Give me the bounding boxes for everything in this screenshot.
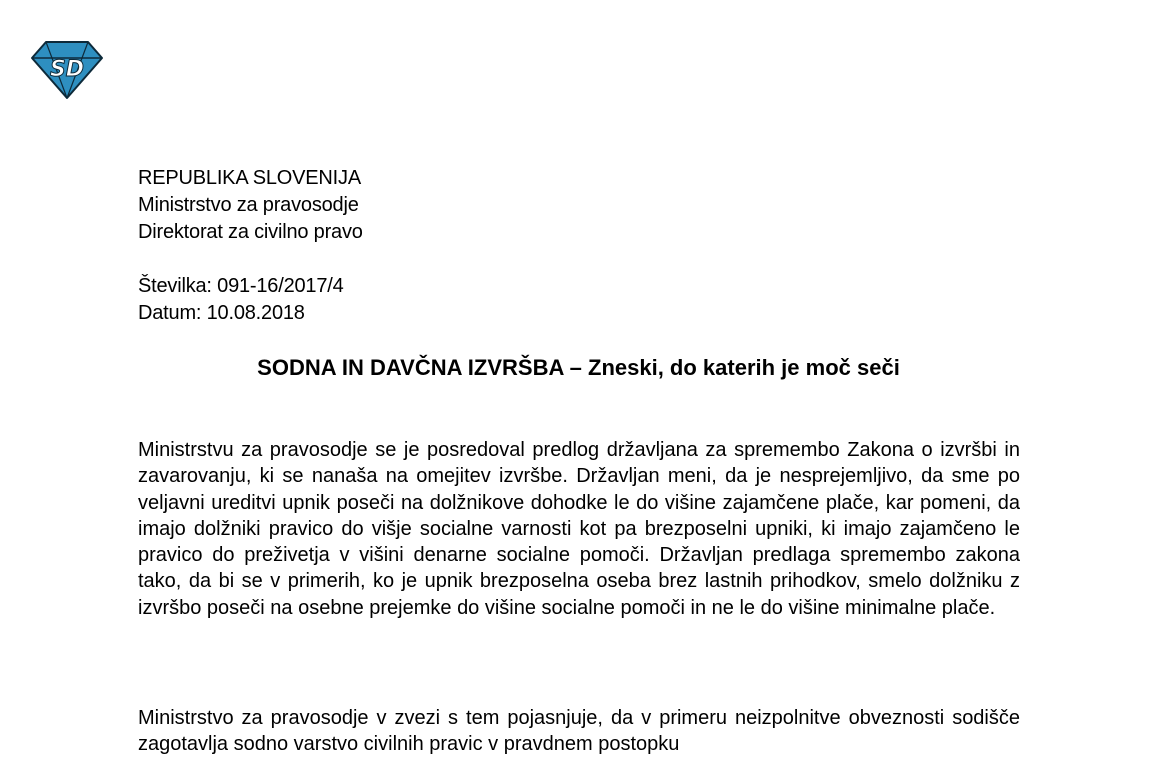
ministry-line: Ministrstvo za pravosodje (138, 194, 359, 216)
document-number: Številka: 091-16/2017/4 (138, 275, 344, 297)
sd-logo-icon (30, 40, 104, 100)
body-paragraph-2: Ministrstvo za pravosodje v zvezi s tem pojasnjuje, da v primeru neizpolnitve obveznosti sodišče zagotavlja sodno varstvo civilnih pravic v pravdnem postopku (138, 707, 1020, 756)
body-paragraph-1: Ministrstvu za pravosodje se je posredoval predlog državljana za spremembo Zakona o izvršbi in zavarovanju, ki se nanaša na omejitev izvršbe. Državljan meni, da je nesprejemljivo, da sme po veljavni ureditvi upnik poseči na dolžnikove dohodke le do višine zajamčene plače, kar pomeni, da imajo dolžniki pravico do višje socialne varnosti kot pa brezposelni upniki, ki imajo zajamčeno le pravico do preživetja v višini denarne socialne pomoči. Državljan predlaga spremembo zakona tako, da bi se v primerih, ko je upnik brezposelna oseba brez lastnih prihodkov, smelo dolžniku z izvršbo poseči na osebne prejemke do višine socialne pomoči in ne le do višine minimalne plače. (138, 439, 1020, 619)
directorate-line: Direktorat za civilno pravo (138, 221, 363, 243)
country-line: REPUBLIKA SLOVENIJA (138, 167, 361, 189)
document-date: Datum: 10.08.2018 (138, 302, 305, 324)
logo-text: SD (49, 57, 85, 82)
sender-header (138, 165, 363, 327)
document-title: SODNA IN DAVČNA IZVRŠBA – Zneski, do katerih je moč seči (257, 355, 900, 380)
